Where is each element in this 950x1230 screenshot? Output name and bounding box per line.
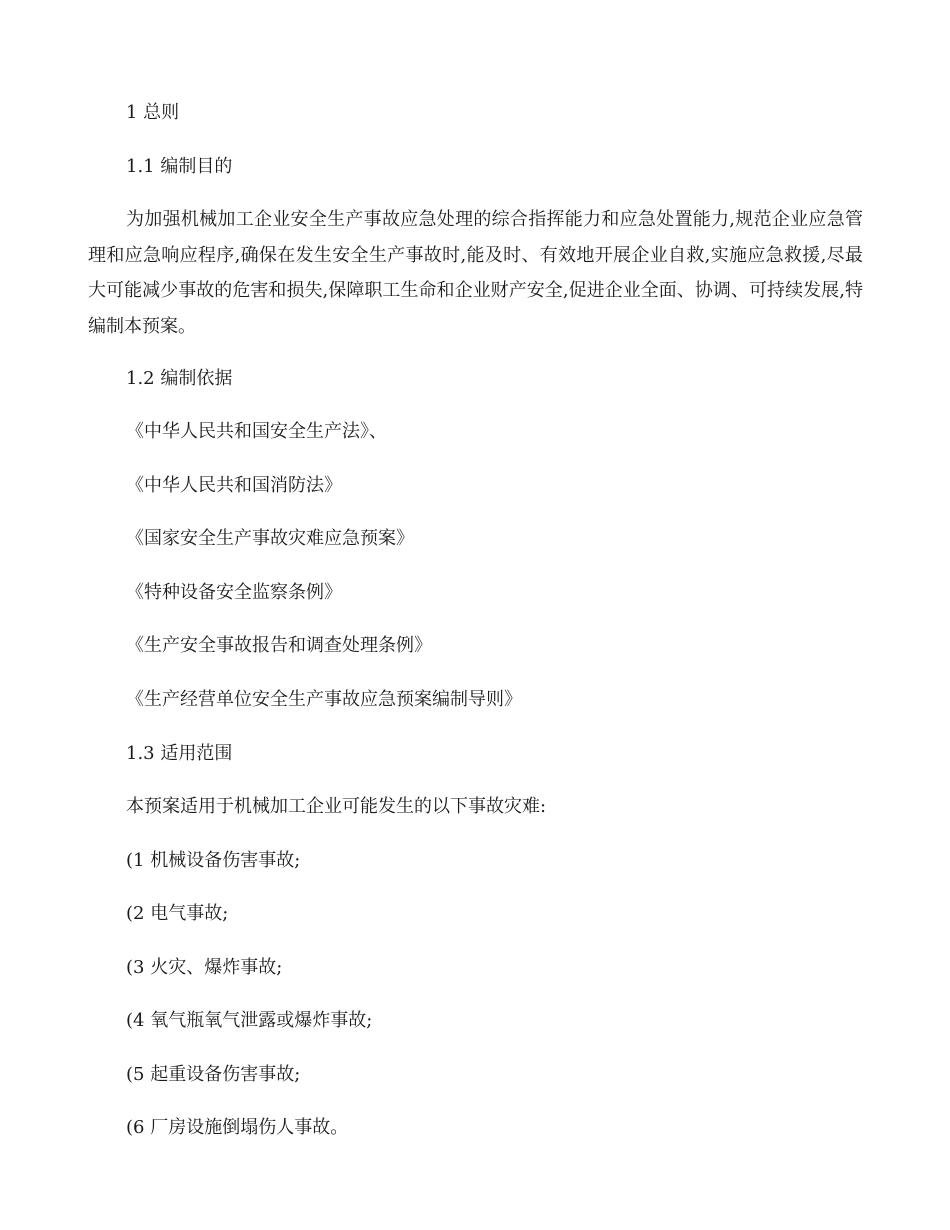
scope-intro: 本预案适用于机械加工企业可能发生的以下事故灾难: (126, 796, 547, 817)
basis-item: 《中华人民共和国安全生产法》、 (126, 421, 387, 442)
basis-item: 《特种设备安全监察条例》 (126, 582, 342, 603)
heading-scope: 1.3 适用范围 (126, 743, 233, 764)
purpose-paragraph: 为加强机械加工企业安全生产事故应急处理的综合指挥能力和应急处置能力,规范企业应急管理和应急响应程序,确保在发生安全生产事故时,能及时、有效地开展企业自救,实施应急救援,尽最大可能减少事故的危害和损失,保障职工生命和企业财产安全,促进企业全面、协调、可持续发展,特编制本预案。 (88, 209, 863, 337)
basis-item: 《国家安全生产事故灾难应急预案》 (126, 528, 414, 549)
basis-item: 《生产安全事故报告和调查处理条例》 (126, 635, 432, 656)
heading-basis: 1.2 编制依据 (126, 368, 233, 389)
basis-item: 《中华人民共和国消防法》 (126, 475, 342, 496)
heading-purpose: 1.1 编制目的 (126, 156, 233, 177)
scope-item: (4 氧气瓶氧气泄露或爆炸事故; (126, 1010, 373, 1031)
scope-item: (1 机械设备伤害事故; (126, 850, 301, 871)
heading-general-principles: 1 总则 (126, 102, 180, 123)
scope-item: (5 起重设备伤害事故; (126, 1064, 301, 1085)
scope-item: (2 电气事故; (126, 903, 229, 924)
scope-item: (6 厂房设施倒塌伤人事故。 (126, 1117, 349, 1138)
basis-item: 《生产经营单位安全生产事故应急预案编制导则》 (126, 689, 522, 710)
scope-item: (3 火灾、爆炸事故; (126, 957, 283, 978)
